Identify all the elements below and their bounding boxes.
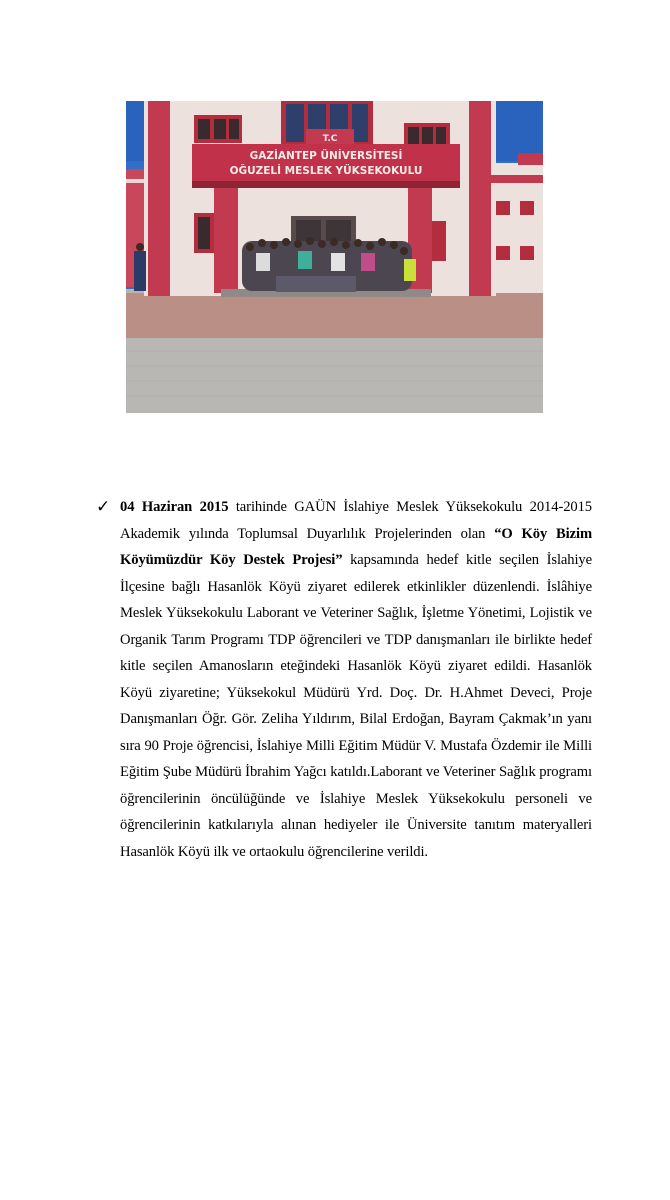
group-photo	[126, 101, 543, 413]
paragraph-text	[120, 494, 592, 865]
paragraph-part-2: kapsamında hedef kitle seçilen İslahiye İlçesine bağlı Hasanlök Köyü ziyaret edilerek etkinlikler düzenlendi. İslâhiye Meslek Yüksekokulu Laborant ve Veteriner Sağlık, İşletme Yönetimi, Lojistik ve Organik Tarım Programı TDP öğrencileri ve TDP danışmanları ile birlikte hedef kitle seçilen Amanosların eteğindeki Hasanlök Köyü ziyaret edildi. Hasanlök Köyü ziyaretine; Yüksekokul Müdürü Yrd. Doç. Dr. H.Ahmet Deveci, Proje Danışmanları Öğr. Gör. Zeliha Yıldırım, Bilal Erdoğan, Bayram Çakmak’ın yanı sıra 90 Proje öğrencisi, İslahiye Milli Eğitim Müdür V. Mustafa Özdemir ile Milli Eğitim Şube Müdürü İbrahim Yağcı katıldı.Laborant ve Veteriner Sağlık programı öğrencilerinin öncülüğünde ve İslahiye Meslek Yüksekokulu personeli ve öğrencilerinin katkılarıyla alınan hediyeler ile Üniversite tanıtım materyalleri Hasanlök Köyü ilk ve ortaokulu öğrencilerine verildi.	[120, 552, 593, 860]
sign-line-2: OĞUZELİ MESLEK YÜKSEKOKULU	[229, 165, 423, 177]
sign-tc: T.C	[322, 134, 338, 144]
project-name: “O Köy Bizim Köyümüzdür Köy Destek Projesi”	[120, 525, 592, 568]
event-paragraph	[96, 494, 592, 865]
checkmark-icon: ✓	[96, 497, 111, 517]
sign-line-1: GAZİANTEP ÜNİVERSİTESİ	[249, 150, 403, 162]
building-photo-illustration	[126, 101, 543, 413]
event-date: 04 Haziran 2015	[120, 499, 229, 515]
paragraph-part-1: tarihinde GAÜN İslahiye Meslek Yüksekokulu 2014-2015 Akademik yılında Toplumsal Duyarlılık Projelerinden olan	[120, 499, 592, 542]
